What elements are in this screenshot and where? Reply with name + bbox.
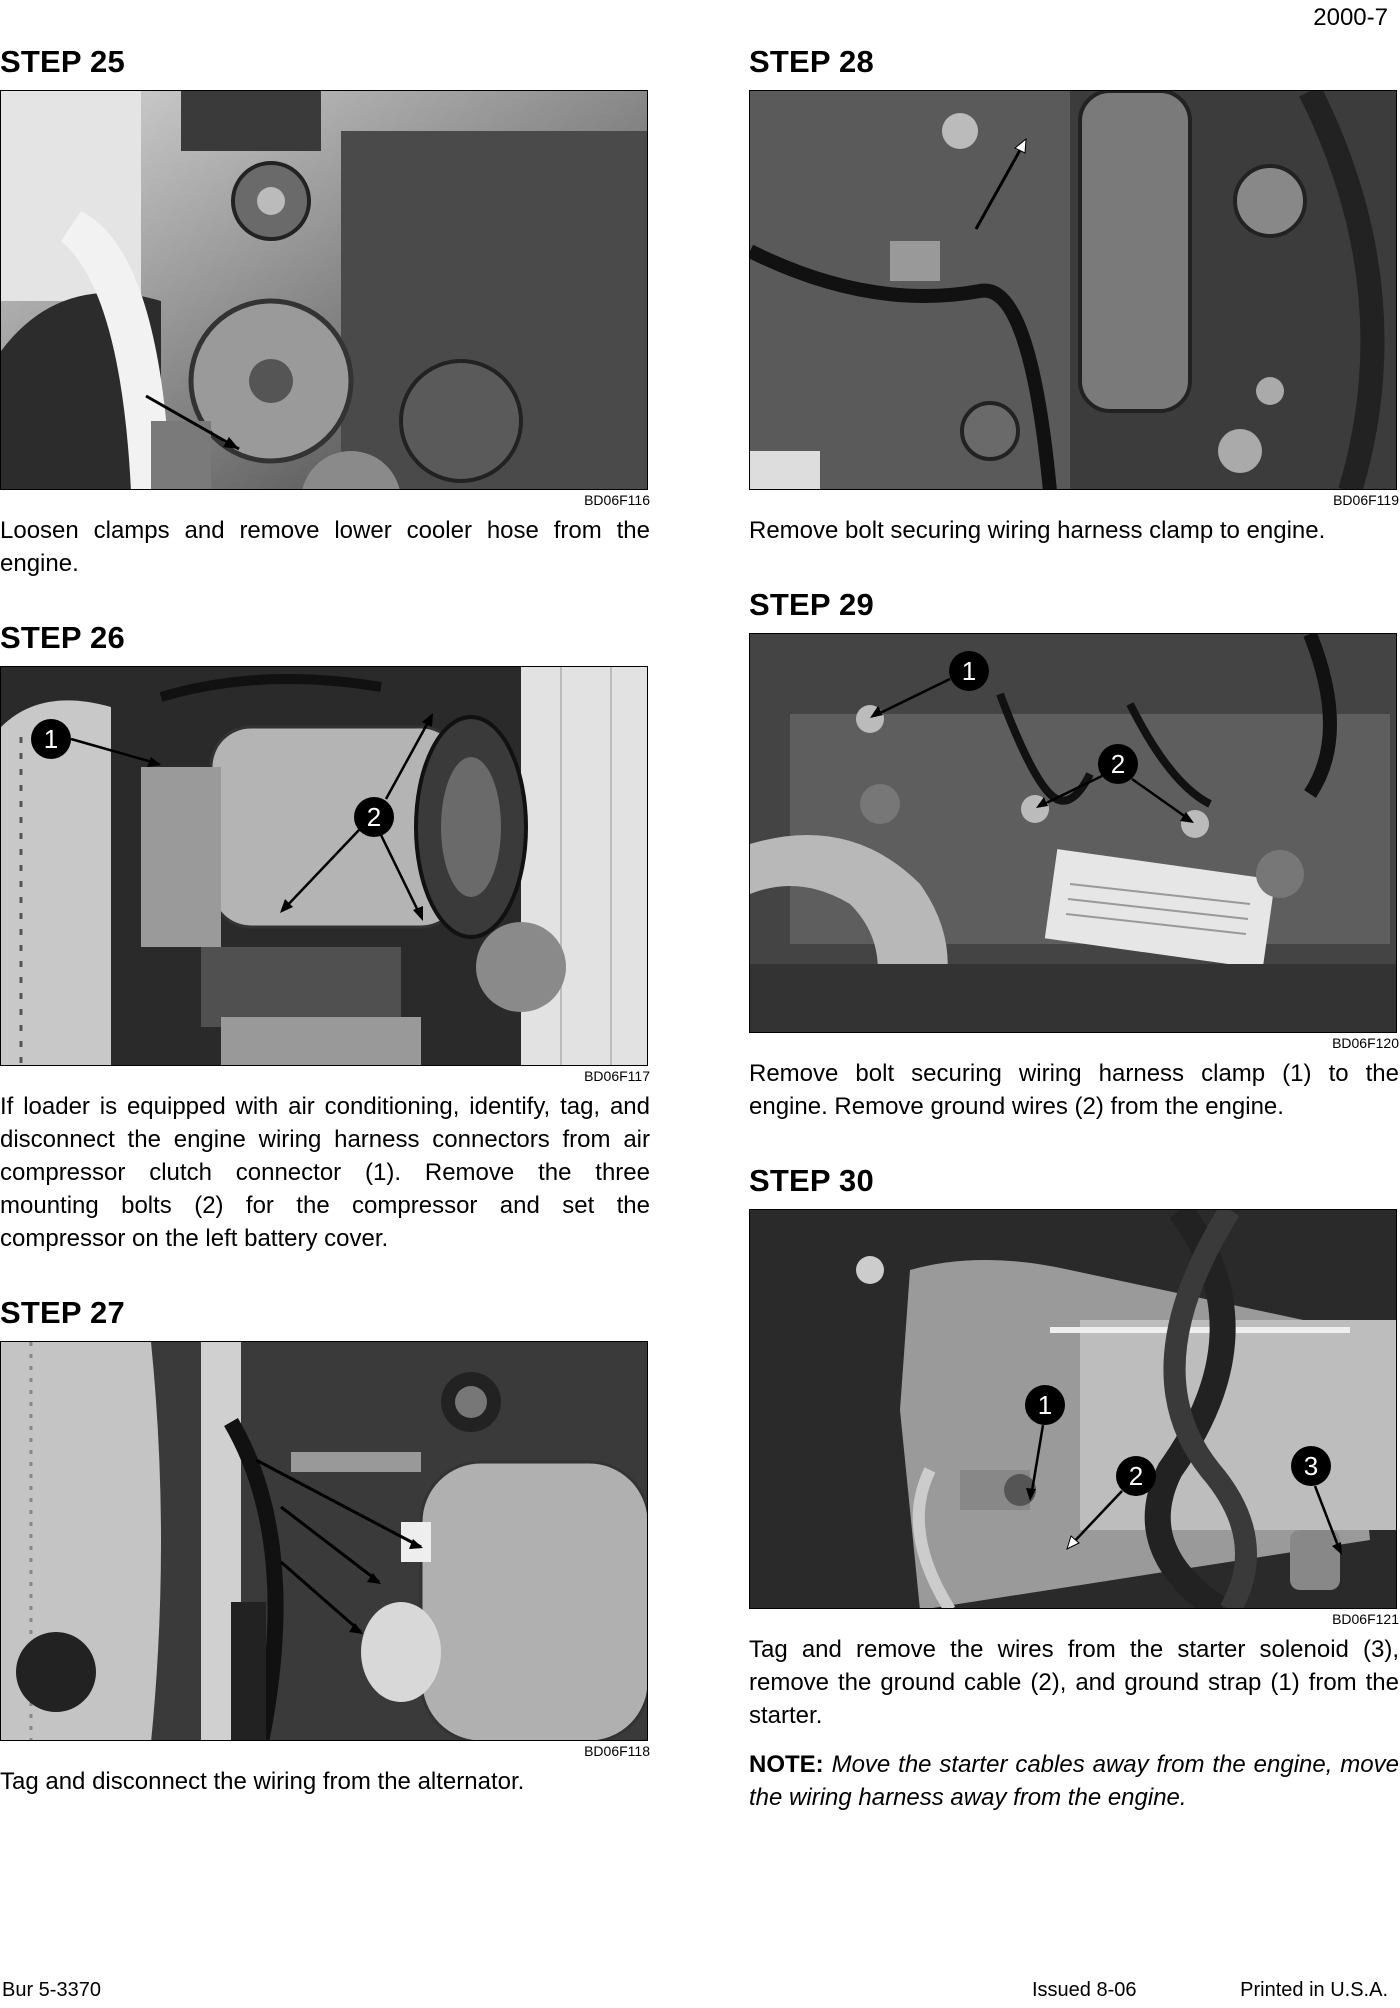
- starter-photo-figure: [749, 1209, 1397, 1609]
- figure-code: BD06F116: [584, 492, 650, 508]
- step-description: If loader is equipped with air conditioning, identify, tag, and disconnect the engine wiring harness connectors from air compressor clutch connector (1). Remove the three mounting bolts (2) for the compressor and set the compressor on the left battery cover.: [0, 1093, 650, 1252]
- step-26: [0, 620, 650, 1255]
- footer-doc-number: Bur 5-3370: [2, 1979, 101, 2001]
- callout-1-label: 1: [1037, 1390, 1053, 1420]
- alternator-photo-figure: [0, 1341, 648, 1741]
- figure-code: BD06F118: [584, 1743, 650, 1759]
- left-column: [0, 44, 650, 1838]
- page-number: 2000-7: [1313, 4, 1388, 31]
- figure-code: BD06F119: [1333, 492, 1399, 508]
- note: [749, 1748, 1399, 1814]
- footer-issued: Issued 8-06: [1032, 1979, 1137, 2001]
- callout-2-label: 2: [366, 802, 382, 832]
- callout-2-label: 2: [1128, 1461, 1144, 1491]
- harness-clamp-photo: [750, 91, 1397, 490]
- step-description: Tag and disconnect the wiring from the alternator.: [0, 1768, 525, 1795]
- callout-3-label: 3: [1303, 1451, 1319, 1481]
- figure-code: BD06F120: [1332, 1035, 1399, 1051]
- step-28: [749, 44, 1399, 547]
- step-27: [0, 1295, 650, 1798]
- ground-wires-photo: [750, 634, 1397, 1033]
- starter-photo: [750, 1210, 1397, 1609]
- step-title: STEP 30: [749, 1163, 874, 1198]
- callout-1-label: 1: [961, 656, 977, 686]
- footer-printed: Printed in U.S.A.: [1240, 1979, 1388, 2001]
- callout-2-label: 2: [1110, 749, 1126, 779]
- step-description: Loosen clamps and remove lower cooler hose from the engine.: [0, 517, 650, 577]
- step-25: [0, 44, 650, 580]
- engine-photo: [1, 91, 648, 490]
- step-title: STEP 26: [0, 620, 125, 655]
- ground-wires-photo-figure: [749, 633, 1397, 1033]
- step-title: STEP 28: [749, 44, 874, 79]
- figure-code: BD06F121: [1332, 1611, 1399, 1627]
- step-title: STEP 29: [749, 587, 874, 622]
- figure-code: BD06F117: [584, 1068, 650, 1084]
- step-description: Remove bolt securing wiring harness clamp (1) to the engine. Remove ground wires (2) from the engine.: [749, 1060, 1399, 1120]
- note-text: Move the starter cables away from the engine, move the wiring harness away from the engine.: [749, 1751, 1399, 1811]
- engine-photo-figure: [0, 90, 648, 490]
- compressor-photo-figure: [0, 666, 648, 1066]
- step-description: Tag and remove the wires from the starter solenoid (3), remove the ground cable (2), and ground strap (1) from the starter.: [749, 1636, 1399, 1729]
- note-label: NOTE:: [749, 1751, 824, 1778]
- step-30: [749, 1163, 1399, 1814]
- alternator-photo: [1, 1342, 648, 1741]
- step-title: STEP 27: [0, 1295, 125, 1330]
- right-column: [749, 44, 1399, 1854]
- step-description: Remove bolt securing wiring harness clamp to engine.: [749, 517, 1326, 544]
- step-29: [749, 587, 1399, 1123]
- harness-clamp-photo-figure: [749, 90, 1397, 490]
- callout-1-label: 1: [43, 724, 59, 754]
- compressor-photo: [1, 667, 648, 1066]
- step-title: STEP 25: [0, 44, 125, 79]
